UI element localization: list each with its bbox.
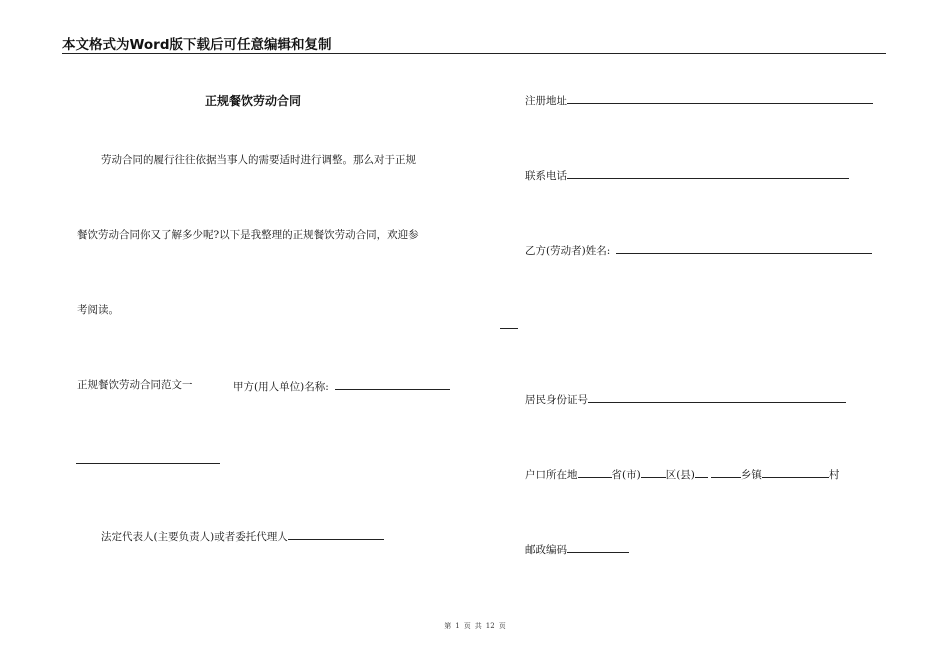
hukou-village-blank xyxy=(762,466,829,478)
hukou-district-extra-blank xyxy=(695,466,708,478)
hukou-province-blank xyxy=(578,466,612,478)
id-blank xyxy=(588,391,846,403)
address-blank xyxy=(567,92,873,104)
legal-rep-line xyxy=(101,528,384,544)
document-title: 正规餐饮劳动合同 xyxy=(205,94,302,108)
hukou-line xyxy=(525,466,839,482)
header-rule xyxy=(62,53,886,54)
hukou-district-label: 区(县) xyxy=(665,469,695,481)
party-a-label: 甲方(用人单位)名称: xyxy=(233,381,329,393)
postcode-line xyxy=(525,541,629,557)
intro-line-1: 劳动合同的履行往往依据当事人的需要适时进行调整。那么对于正规 xyxy=(101,154,416,166)
postcode-blank xyxy=(567,541,629,553)
footer-total-prefix: 共 xyxy=(474,622,482,630)
legal-rep-label: 法定代表人(主要负责人)或者委托代理人 xyxy=(101,531,288,543)
id-line xyxy=(525,391,846,407)
sample-heading: 正规餐饮劳动合同范文一 xyxy=(77,379,193,391)
hukou-district-blank xyxy=(641,466,666,478)
party-a-name-blank xyxy=(335,378,450,390)
party-b-name-blank xyxy=(616,242,872,254)
legal-rep-blank xyxy=(288,528,384,540)
footer-total-unit: 页 xyxy=(498,622,506,630)
party-a-line xyxy=(233,378,450,394)
hukou-village-label: 村 xyxy=(828,469,840,481)
id-label: 居民身份证号 xyxy=(525,394,588,406)
footer-page-unit: 页 xyxy=(463,622,471,630)
hukou-label: 户口所在地 xyxy=(525,469,578,481)
hukou-town-label: 乡镇 xyxy=(740,469,762,481)
intro-line-2: 餐饮劳动合同你又了解多少呢?以下是我整理的正规餐饮劳动合同，欢迎参 xyxy=(77,229,419,241)
phone-blank xyxy=(567,167,849,179)
address-line xyxy=(525,92,873,108)
footer-page-number: 1 xyxy=(455,622,460,630)
party-b-continuation-blank xyxy=(500,328,518,329)
footer-prefix: 第 xyxy=(444,622,452,630)
hukou-town-blank xyxy=(711,466,741,478)
hukou-province-label: 省(市) xyxy=(611,469,641,481)
phone-line xyxy=(525,167,849,183)
phone-label: 联系电话 xyxy=(525,170,567,182)
party-b-line xyxy=(525,242,872,258)
postcode-label: 邮政编码 xyxy=(525,544,567,556)
intro-line-3: 考阅读。 xyxy=(77,304,119,316)
party-a-continuation-blank xyxy=(76,463,220,464)
address-label: 注册地址 xyxy=(525,95,567,107)
footer-total-pages: 12 xyxy=(485,622,495,630)
party-b-label: 乙方(劳动者)姓名: xyxy=(525,245,611,257)
document-header: 本文格式为Word版下载后可任意编辑和复制 xyxy=(62,37,332,53)
page-footer xyxy=(0,622,950,631)
